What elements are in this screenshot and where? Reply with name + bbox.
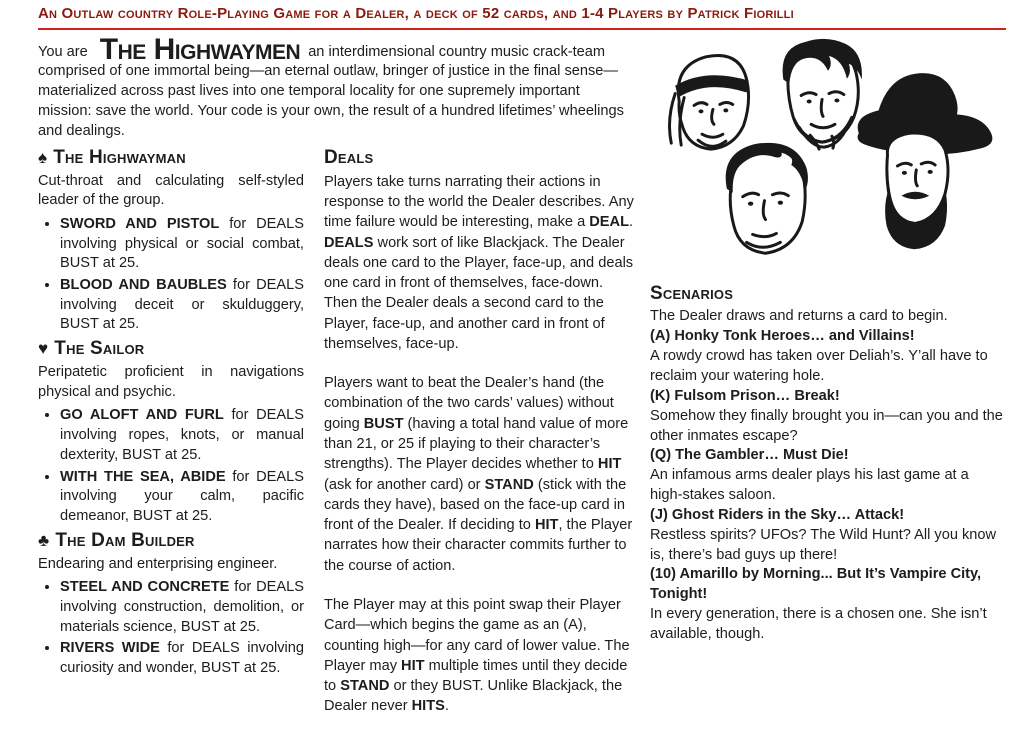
deals-paragraph: Players want to beat the Dealer’s hand (the combination of the two cards’ values) without going BUST (having a total hand value of more than 21, or 25 if playing to their character’s strengths). The Player decides whether to HIT (ask for another card) or STAND (stick with the cards they have), based on the face-up card in front of the Dealer. If deciding to HIT, the Player narrates how their character commits further to the course of action. — [324, 375, 633, 574]
move-lead: RIVERS WIDE — [60, 640, 160, 657]
move-item — [60, 468, 304, 527]
move-item — [60, 406, 304, 465]
deals-paragraph: Players take turns narrating their actions in response to the world the Dealer describes. Any time failure would be interesting, make a DEAL. DEALS work sort of like Blackjack. The Dealer deals one card to the Player, face-up, and deals one card in front of themselves, face-down. Then the Dealer deals a second card to the Player, face-up, and another card in front of themselves, face-up. — [324, 173, 634, 352]
intro-prefix: You are — [38, 43, 88, 60]
scenario-text: In every generation, there is a chosen one. She isn’t available, though. — [650, 606, 987, 642]
character-heading — [38, 148, 304, 168]
scenario-title: (10) Amarillo by Morning... But It’s Vampire City, Tonight! — [650, 566, 982, 603]
scenario-text: Somehow they finally brought you in—can you and the other inmates escape? — [650, 407, 1003, 444]
four-highwaymen-portraits-illustration — [654, 38, 1002, 284]
page-content — [38, 32, 1005, 736]
move-item — [60, 639, 304, 678]
deals-heading: Deals — [324, 146, 374, 168]
game-tagline: An Outlaw country Role-Playing Game for a Dealer, a deck of 52 cards, and 1-4 Players by Patrick Fiorilli — [38, 5, 794, 22]
move-text: for DEALS involving your calm, pacific demeanor, BUST at 25. — [60, 468, 304, 524]
intro-paragraph — [38, 32, 636, 142]
move-item — [60, 276, 304, 335]
move-lead: BLOOD AND BAUBLES — [60, 277, 227, 294]
characters-column — [38, 144, 304, 736]
club-suit-icon: ♣ — [38, 530, 50, 550]
moves-list — [38, 406, 304, 526]
character-name: The Highwayman — [53, 146, 186, 168]
move-item — [60, 578, 304, 637]
move-text: for DEALS involving curiosity and wonder, BUST at 25. — [60, 640, 304, 676]
red-divider-rule — [38, 28, 1006, 30]
right-column — [650, 38, 1005, 645]
character-name: The Dam Builder — [55, 529, 195, 551]
character-section-dam-builder — [38, 531, 304, 679]
deals-paragraph: The Player may at this point swap their Player Card—which begins the game as an (A), counting high—for any card of lower value. The Player may HIT multiple times until they decide to STAND or they BUST. Unlike Blackjack, the Dealer never HITS. — [324, 597, 630, 715]
move-lead: SWORD AND PISTOL — [60, 216, 220, 233]
character-name: The Sailor — [54, 338, 145, 360]
move-item — [60, 215, 304, 274]
scenario-title: (A) Honky Tonk Heroes… and Villains! — [650, 328, 915, 345]
character-heading — [38, 531, 304, 551]
character-description: Endearing and enterprising engineer. — [38, 555, 278, 572]
heart-suit-icon: ♥ — [38, 339, 49, 359]
scenario-text: An infamous arms dealer plays his last game at a high-stakes saloon. — [650, 467, 969, 504]
game-title: The Highwaymen — [99, 32, 301, 66]
moves-list — [38, 215, 304, 335]
scenarios-section — [650, 284, 1005, 645]
move-text: for DEALS involving ropes, knots, or manual dexterity, BUST at 25. — [60, 407, 304, 463]
two-column-area — [38, 144, 636, 736]
character-section-sailor — [38, 339, 304, 526]
character-description: Peripatetic proficient in navigations physical and psychic. — [38, 364, 304, 400]
intro-text: an interdimensional country music crack-team comprised of one immortal being—an eternal outlaw, bringer of justice in the final sense—materialized across past lives into one temporal locality for one supremely important mission: save the world. Your code is your own, the result of a hundred lifetimes’ wheelings and dealings. — [38, 43, 624, 139]
scenario-text: Restless spirits? UFOs? The Wild Hunt? All you know is, there’s bad guys up there! — [650, 526, 997, 563]
scenario-title: (K) Fulsom Prison… Break! — [650, 387, 840, 404]
move-lead: WITH THE SEA, ABIDE — [60, 468, 226, 485]
deals-column — [324, 144, 636, 736]
scenarios-lead: The Dealer draws and returns a card to begin. — [650, 308, 948, 325]
move-text: for DEALS involving construction, demolition, or materials science, BUST at 25. — [60, 579, 304, 635]
scenario-text: A rowdy crowd has taken over Deliah’s. Y’all have to reclaim your watering hole. — [650, 348, 988, 384]
main-text-area — [38, 32, 636, 736]
move-lead: STEEL AND CONCRETE — [60, 579, 230, 596]
move-text: for DEALS involving physical or social combat, BUST at 25. — [60, 216, 304, 272]
scenario-title: (Q) The Gambler… Must Die! — [650, 447, 849, 464]
scenario-title: (J) Ghost Riders in the Sky… Attack! — [650, 506, 905, 523]
moves-list — [38, 578, 304, 678]
character-section-highwayman — [38, 148, 304, 335]
scenarios-heading: Scenarios — [650, 282, 734, 304]
character-heading — [38, 339, 304, 359]
spade-suit-icon: ♠ — [38, 147, 48, 167]
character-description: Cut-throat and calculating self-styled leader of the group. — [38, 172, 304, 209]
move-lead: GO ALOFT AND FURL — [60, 407, 224, 424]
move-text: for DEALS involving deceit or skulduggery, BUST at 25. — [60, 277, 305, 333]
